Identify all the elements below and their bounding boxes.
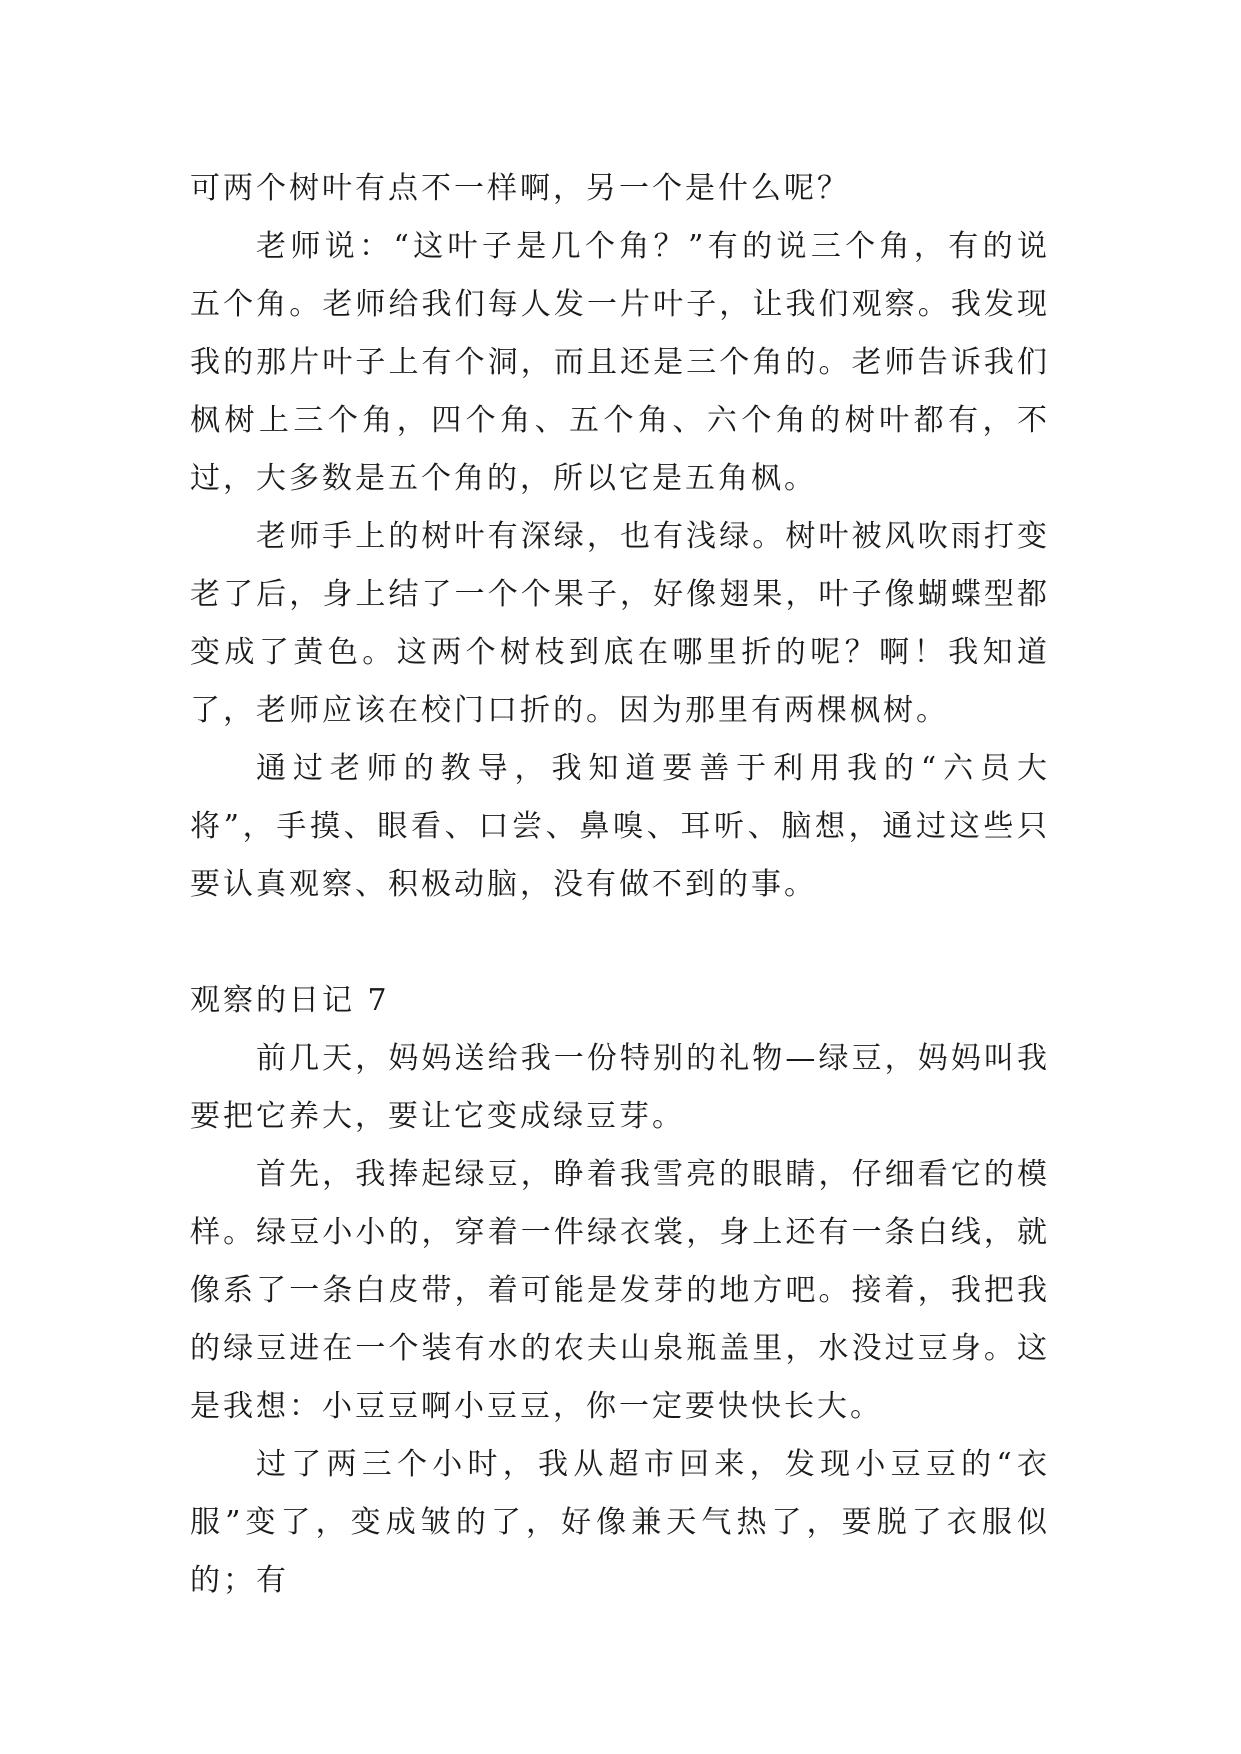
paragraph: 老师手上的树叶有深绿，也有浅绿。树叶被风吹雨打变老了后，身上结了一个个果子，好像翅果，叶子像蝴蝶型都变成了黄色。这两个树枝到底在哪里折的呢？啊！我知道了，老师应该在校门口折的。因为那里有两棵枫树。 [190,519,1050,728]
document-body [190,160,1050,1610]
paragraph: 通过老师的教导，我知道要善于利用我的“六员大将”，手摸、眼看、口尝、鼻嗅、耳听、脑想，通过这些只要认真观察、积极动脑，没有做不到的事。 [190,751,1050,902]
section-title: 观察的日记 7 [190,983,390,1018]
paragraph: 过了两三个小时，我从超市回来，发现小豆豆的“衣服”变了，变成皱的了，好像兼天气热了，要脱了衣服似的；有 [190,1447,1050,1598]
continuation-text: 可两个树叶有点不一样啊，另一个是什么呢？ [190,171,850,206]
paragraph: 老师说：“这叶子是几个角？”有的说三个角，有的说五个角。老师给我们每人发一片叶子，让我们观察。我发现我的那片叶子上有个洞，而且还是三个角的。老师告诉我们枫树上三个角，四个角、五个角、六个角的树叶都有，不过，大多数是五个角的，所以它是五角枫。 [190,229,1050,496]
paragraph: 前几天，妈妈送给我一份特别的礼物—绿豆，妈妈叫我要把它养大，要让它变成绿豆芽。 [190,1041,1050,1134]
paragraph: 首先，我捧起绿豆，睁着我雪亮的眼睛，仔细看它的模样。绿豆小小的，穿着一件绿衣裳，身上还有一条白线，就像系了一条白皮带，着可能是发芽的地方吧。接着，我把我的绿豆进在一个装有水的农夫山泉瓶盖里，水没过豆身。这是我想：小豆豆啊小豆豆，你一定要快快长大。 [190,1157,1050,1424]
